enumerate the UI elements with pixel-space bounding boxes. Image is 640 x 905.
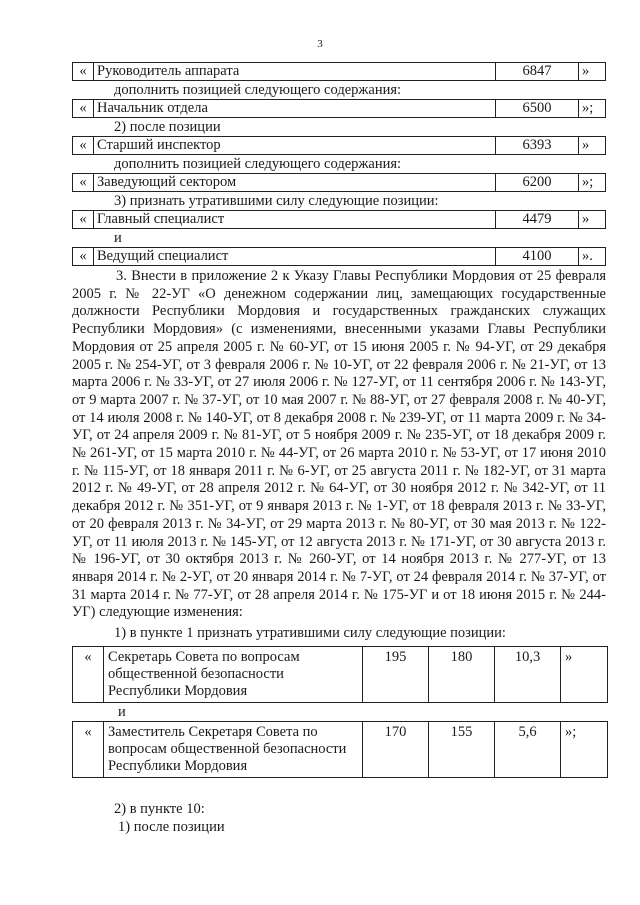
- text-line: и: [118, 704, 126, 721]
- position-value: 6500: [496, 100, 579, 118]
- position-row: « Заведующий сектором 6200 »;: [72, 173, 606, 192]
- text-line: 3) признать утратившими силу следующие позиции:: [114, 193, 439, 209]
- position-row-large: « Заместитель Секретаря Совета по вопросам общественной безопасности Республики Мордовия 170 155 5,6 »;: [72, 721, 608, 778]
- position-name: Главный специалист: [94, 211, 496, 229]
- position-value: 195: [363, 647, 429, 703]
- position-value: 5,6: [495, 722, 561, 778]
- position-row: « Главный специалист 4479 »: [72, 210, 606, 229]
- position-row-large: « Секретарь Совета по вопросам общественной безопасности Республики Мордовия 195 180 10,3 »: [72, 646, 608, 703]
- position-row: « Начальник отдела 6500 »;: [72, 99, 606, 118]
- position-name: Старший инспектор: [94, 137, 496, 155]
- position-value: 10,3: [495, 647, 561, 703]
- position-value: 155: [429, 722, 495, 778]
- text-line: 1) в пункте 1 признать утратившими силу следующие позиции:: [114, 625, 506, 642]
- text-line: 2) в пункте 10:: [114, 801, 205, 818]
- position-name: Начальник отдела: [94, 100, 496, 118]
- text-line: 1) после позиции: [118, 819, 225, 836]
- position-value: 6847: [496, 63, 579, 81]
- position-name: Заведующий сектором: [94, 174, 496, 192]
- position-value: 6393: [496, 137, 579, 155]
- main-paragraph: 3. Внести в приложение 2 к Указу Главы Республики Мордовия от 25 февраля 2005 г. № 22-УГ «О денежном содержании лиц, замещающих государственные должности Республики Мордовия и государственных гражданских служащих Республики Мордовия» (с изменениями, внесенными указами Главы Республики Мордовия от 25 апреля 2005 г. № 60-УГ, от 15 июня 2005 г. № 94-УГ, от 29 декабря 2005 г. № 254-УГ, от 3 февраля 2006 г. № 10-УГ, от 22 февраля 2006 г. № 21-УГ, от 13 марта 2006 г. № 33-УГ, от 27 июля 2006 г. № 127-УГ, от 11 сентября 2006 г. № 143-УГ, от 9 марта 2007 г. № 37-УГ, от 10 мая 2007 г. № 88-УГ, от 27 февраля 2008 г. № 40-УГ, от 14 июля 2008 г. № 140-УГ, от 8 декабря 2008 г. № 239-УГ, от 11 марта 2009 г. № 34-УГ, от 24 апреля 2009 г. № 81-УГ, от 5 ноября 2009 г. № 235-УГ, от 18 декабря 2009 г. № 261-УГ, от 15 марта 2010 г. № 44-УГ, от 26 марта 2010 г. № 53-УГ, от 17 июня 2010 г. № 115-УГ, от 18 января 2011 г. № 6-УГ, от 25 августа 2011 г. № 182-УГ, от 31 марта 2012 г. № 49-УГ, от 28 апреля 2012 г. № 64-УГ, от 30 ноября 2012 г. № 342-УГ, от 11 декабря 2012 г. № 351-УГ, от 9 января 2013 г. № 1-УГ, от 18 февраля 2013 г. № 33-УГ, от 20 февраля 2013 г. № 34-УГ, от 29 марта 2013 г. № 80-УГ, от 30 мая 2013 г. № 122-УГ, от 11 июля 2013 г. № 145-УГ, от 12 августа 2013 г. № 171-УГ, от 30 августа 2013 г. № 196-УГ, от 30 октября 2013 г. № 260-УГ, от 14 ноября 2013 г. № 277-УГ, от 13 января 2014 г. № 2-УГ, от 20 января 2014 г. № 7-УГ, от 24 февраля 2014 г. № 37-УГ, от 31 марта 2014 г. № 77-УГ, от 28 апреля 2014 г. № 175-УГ и от 18 июня 2015 г. № 244-УГ) следующие изменения:: [72, 268, 606, 621]
- position-row: « Старший инспектор 6393 »: [72, 136, 606, 155]
- position-value: 180: [429, 647, 495, 703]
- text-line: дополнить позицией следующего содержания:: [114, 82, 402, 98]
- position-row: « Руководитель аппарата 6847 »: [72, 62, 606, 81]
- position-row: « Ведущий специалист 4100 ».: [72, 247, 606, 266]
- document-body: [72, 62, 606, 836]
- page-number: 3: [317, 38, 323, 50]
- position-value: 170: [363, 722, 429, 778]
- position-name: Руководитель аппарата: [94, 63, 496, 81]
- position-name: Секретарь Совета по вопросам общественной безопасности Республики Мордовия: [104, 647, 363, 703]
- position-name: Ведущий специалист: [94, 248, 496, 266]
- text-line: 2) после позиции: [114, 119, 221, 135]
- position-name: Заместитель Секретаря Совета по вопросам общественной безопасности Республики Мордовия: [104, 722, 363, 778]
- position-value: 4479: [496, 211, 579, 229]
- text-line: и: [114, 230, 122, 246]
- position-value: 6200: [496, 174, 579, 192]
- position-value: 4100: [496, 248, 579, 266]
- text-line: дополнить позицией следующего содержания:: [114, 156, 402, 172]
